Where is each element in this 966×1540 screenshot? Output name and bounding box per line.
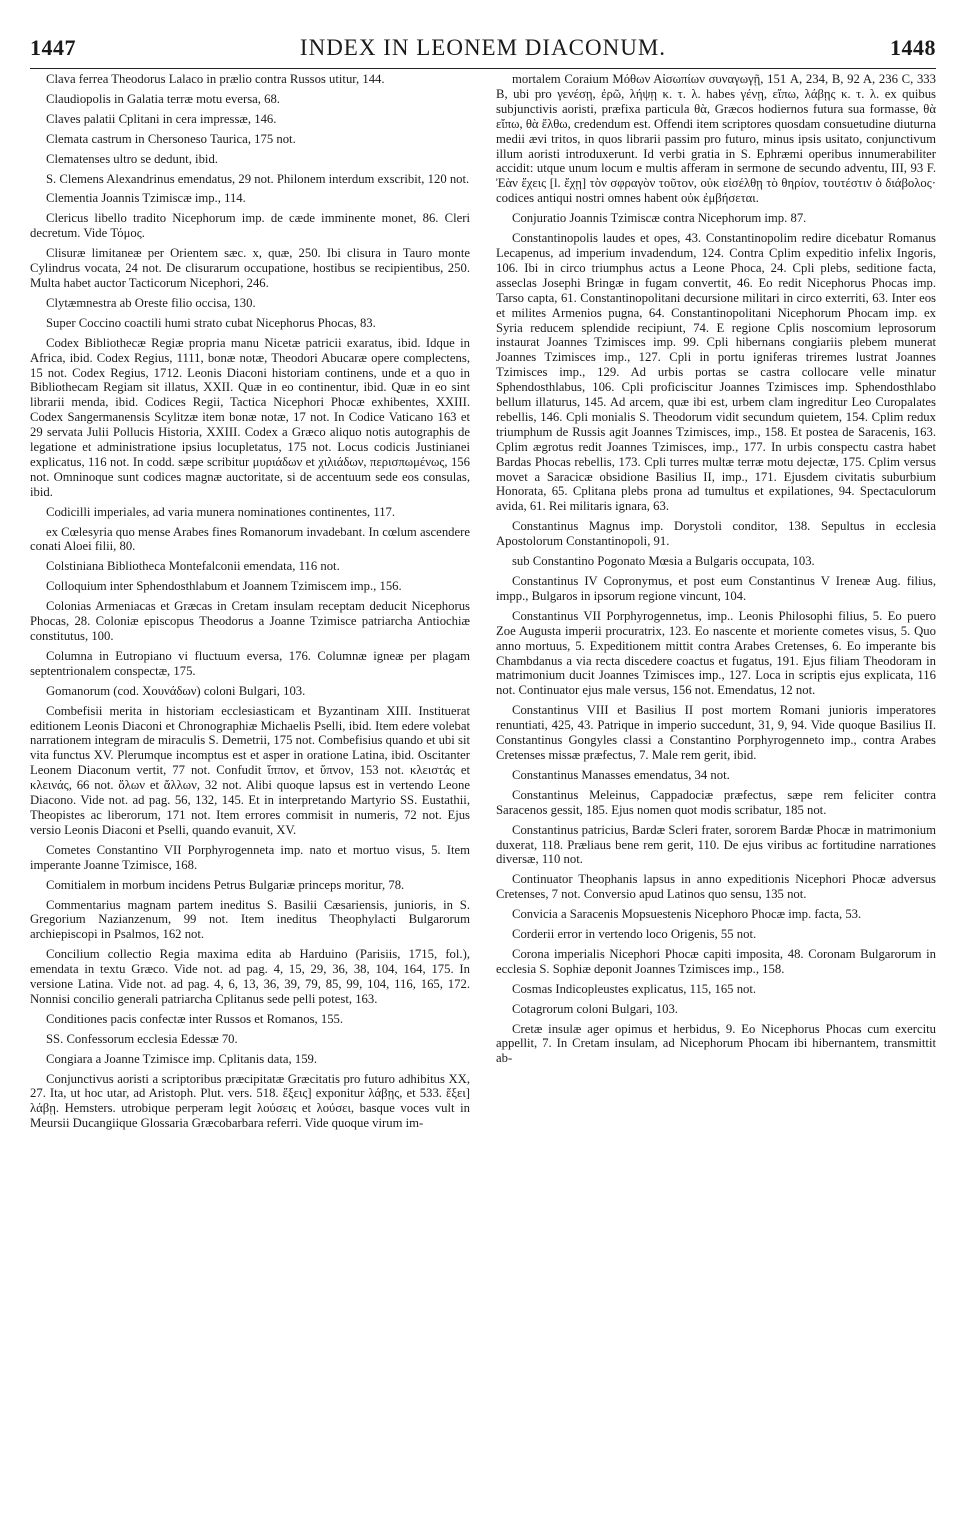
index-entry: S. Clemens Alexandrinus emendatus, 29 not. Philonem interdum exscribit, 120 not. [46, 171, 470, 186]
index-entry: Colonias Armeniacas et Græcas in Cretam insulam receptam deducit Nicephorus Phocas, 28. Coloniæ episcopus Theodorus a Joanne Tzimisce patriarcha Antiochiæ constitutus, 100. [30, 599, 470, 643]
index-entry: Commentarius magnam partem ineditus S. Basilii Cæsariensis, junioris, in S. Gregorium Nazianzenum, 99 not. Item ineditus Theophylacti Bulgarorum archiepiscopi in Psalmos, 162 not. [30, 897, 470, 942]
index-entry: Cretæ insulæ ager opimus et herbidus, 9. Eo Nicephorus Phocas cum exercitu appellit, 7. In Cretam insulam, ad Nicephorum Phocam ibi hibernantem, transmittit ab- [496, 1021, 936, 1066]
index-entry: Conditiones pacis confectæ inter Russos et Romanos, 155. [46, 1011, 344, 1026]
index-entry: Conjuratio Joannis Tzimiscæ contra Nicephorum imp. 87. [512, 211, 807, 226]
index-entry: Gomanorum (cod. Χουνάδων) coloni Bulgari, 103. [46, 683, 306, 698]
index-entry: Codicilli imperiales, ad varia munera nominationes continentes, 117. [46, 504, 396, 519]
right-page-number: 1448 [889, 35, 936, 60]
index-entry: Clementia Joannis Tzimiscæ imp., 114. [46, 191, 246, 206]
index-entry: Constantinus Magnus imp. Dorystoli conditor, 138. Sepultus in ecclesia Apostolorum Constantinopoli, 91. [496, 519, 936, 549]
page-header [30, 28, 936, 69]
index-entry: Super Coccino coactili humi strato cubat Nicephorus Phocas, 83. [46, 315, 376, 330]
index-entry: Corderii error in vertendo loco Origenis, 55 not. [512, 927, 757, 942]
left-page-number: 1447 [30, 35, 76, 60]
index-entry: Conjunctivus aoristi a scriptoribus præcipitatæ Græcitatis pro futuro adhibitus XX, 27. Ita, ut hoc utar, ad Aristoph. Plut. vers. 518. ἕξεις] exponitur λάβῃς, et 533. ἕξει] λάβῃ. Hemsters. utrobique perperam legit λούσεις et λούσει, basque voces vult in Meursii Ducangiique Glossaria Græcobarbara referri. Vide quoque virum im- [30, 1071, 470, 1131]
index-entry: Constantinus patricius, Bardæ Scleri frater, sororem Bardæ Phocæ in matrimonium duxerat, 118. Præliaus bene rem gerit, 110. De ejus viribus ac fortitudine narrationes diversæ, 110 not. [496, 822, 936, 867]
index-entry: Combefisii merita in historiam ecclesiasticam et Byzantinam XIII. Instituerat editionem Leonis Diaconi et Chronographiæ Michaelis Pselli, ibid. Item edere volebat narrationem integram de miraculis S. Demetrii, 175 not. Combefisius quando et ubi sit vita functus XV. Plerumque incomptus est et asper in oratione Latina, ibid. Oscitanter Leonem Diaconum vertit, 77 not. Confudit ἵππον, et ὕπνον, 153 not. κλειστάς et κλεινάς, 66 not. ὅλων et ἄλλων, 32 not. Alibi quoque lapsus est in vertendo Leone Diacono. Vide not. ad pag. 56, 132, 145. Et in interpretando Martyrio SS. Eustathii, Theopistes ac liberorum, 171 not. Item errores commisit in numeris, 72 not. Ejus versio Leonis Diaconi et Pselli, quando evanuit, XV. [30, 703, 470, 837]
index-columns [30, 72, 936, 1534]
index-entry: Constantinus VII Porphyrogennetus, imp.. Leonis Philosophi filius, 5. Eo puero Zoe Augusta imperii procuratrix, 123. Eo nascente et moriente cometes visus, 5. Quo anno mortuus, 5. Expeditionem mittit contra Arabes Cretenses, 6. Eo imperante bis Chambdanus a via recta discedere coactus et fugatus, 191. Ejus filiam Theodoram in matrimonium ducit Joannes Tzimisces imp., 127. Loca in scriptis ejus explicata, 116 not. Continuator ejus male versus, 156 not. Emendatus, 12 not. [496, 608, 936, 698]
index-entry: Convicia a Saracenis Mopsuestenis Nicephoro Phocæ imp. facta, 53. [512, 907, 862, 922]
index-entry: Cosmas Indicopleustes explicatus, 115, 165 not. [512, 981, 757, 996]
index-entry: Columna in Eutropiano vi fluctuum eversa, 176. Columnæ igneæ per plagam septentrionalem conspectæ, 175. [30, 648, 470, 678]
index-entry: SS. Confessorum ecclesia Edessæ 70. [46, 1031, 238, 1046]
index-entry: Claves palatii Cplitani in cera impressæ, 146. [46, 111, 277, 126]
index-entry: Cotagrorum coloni Bulgari, 103. [512, 1001, 678, 1016]
index-entry: Concilium collectio Regia maxima edita ab Harduino (Parisiis, 1715, fol.), emendata in textu Græco. Vide not. ad pag. 4, 15, 29, 36, 38, 104, 164, 175. In versione Latina. Vide not. ad pag. 4, 6, 13, 36, 39, 79, 85, 99, 104, 116, 165, 172. Nonnisi concilio generali patriarcha Cplitanus sede pelli potest, 163. [30, 947, 470, 1006]
index-entry: Continuator Theophanis lapsus in anno expeditionis Nicephori Phocæ adversus Cretenses, 7 not. Conversio apud Latinos quo sensu, 135 not. [496, 872, 936, 902]
index-entry: Constantinus Manasses emendatus, 34 not. [512, 767, 730, 782]
index-entry: Colloquium inter Sphendosthlabum et Joannem Tzimiscem imp., 156. [46, 579, 402, 594]
index-entry: Constantinopolis laudes et opes, 43. Constantinopolim redire dicebatur Romanus Lecapenus, ad imperium invadendum, 124. Contra Cplim expeditio infelix Ingoris, 106. Ibi in circo triumphus actus a Leone Phoca, 24. Cpli plebs, seditione facta, asseclas Josephi Bringæ in fugam convertit, 46. Eo redit Nicephorus Phocas imp. Tarso capta, 61. Constantinopolitani decursione militari in circo exterriti, 63. Inter eos et milites Armenios pugna, 64. Constantinopolitani Nicephorum Phocam imp. ex Syria reducem splendide recipiunt, 74. E regione Cplis noscomium leprosorum instaurat Joannes Tzimisces imp. 99. Cpli hibernans congiariis plebem munerat Joannes Tzimisces imp., 127. Cpli in portu igniferas triremes lustrat Joannes Tzimisces imp., 129. Ad urbis portas se castra collocare velle minatur Sphendosthlabus, 106. Cpli proficiscitur Joannes Tzimisces imp. Sphendosthlabo bellum illaturus, 145. Ad arcem, quæ ibi est, urbem clam ingreditur Leo Curopalates rebellis, 146. Cpli monialis S. Theodorum vidit secundum quietem, 154. Cplim redux triumphum de Russis agit Joannes Tzimisces, imp., 158. Et postea de Saracenis, 163. Cplim ægrotus redit Joannes Tzimisces, imp., 177. In urbis conspectu castra habet Bardas Phocas rebellis, 173. Cpli turres multæ terræ motu dejectæ, 175. Cplim versus movet a Saracicæ obsidione Basilius II, imp., 171. Ejusdem civitatis suburbium Honorata, 65. Cplitana plebs prona ad tumultus et expilationes, 94. Spectaculorum avida, 61. Rei militaris ignara, 63. [496, 231, 936, 514]
index-entry: Constantinus IV Copronymus, et post eum Constantinus V Ireneæ Aug. filius, impp., Bulgaros in ipsorum regione vincunt, 104. [496, 574, 936, 603]
index-entry: sub Constantino Pogonato Mœsia a Bulgaris occupata, 103. [512, 554, 815, 569]
index-entry: Clava ferrea Theodorus Lalaco in prælio contra Russos utitur, 144. [46, 72, 385, 86]
right-column [496, 72, 936, 1534]
index-entry: Clisuræ limitaneæ per Orientem sæc. x, quæ, 250. Ibi clisura in Tauro monte Cylindrus vocata, 24 not. De clisurarum occupatione, hostibus se recipientibus, 250. Multa habet auctor Tacticorum Nicephori, 246. [30, 246, 470, 290]
index-entry: Clematenses ultro se dedunt, ibid. [46, 151, 218, 166]
index-entry: Comitialem in morbum incidens Petrus Bulgariæ princeps moritur, 78. [46, 877, 405, 892]
index-entry: Constantinus Meleinus, Cappadociæ præfectus, sæpe rem feliciter contra Saracenos gessit, 185. Ejus nomen quot modis scribatur, 185 not. [496, 787, 936, 817]
index-entry: Constantinus VIII et Basilius II post mortem Romani junioris imperatores renuntiati, 425, 43. Patrique in imperio succedunt, 31, 9, 94. Vide quoque Basilius II. Constantinus Gongyles classi a Constantino Porphyrogenneto imp., contra Arabes Cretenses missæ præfectus, 7. Male rem gerit, ibid. [496, 703, 936, 762]
index-entry: Congiara a Joanne Tzimisce imp. Cplitanis data, 159. [46, 1051, 318, 1066]
index-entry: Colstiniana Bibliotheca Montefalconii emendata, 116 not. [46, 559, 340, 574]
index-entry: Clemata castrum in Chersoneso Taurica, 175 not. [46, 131, 296, 146]
index-entry: mortalem Coraium Μόθων Αἰσωπίων συναγωγῇ, 151 A, 234, B, 92 A, 236 C, 333 B, ubi pro γενέσῃ, ἐρῶ, λήψῃ κ. τ. λ. habes γένῃ, εἴπω, λάβῃς κ. τ. λ. ex quibus subjunctivis aoristi, præfixa particula θὰ, Græcos hodiernos futura sua formasse, θὰ εἴπω, θὰ ἔλθω, credendum est. Offendi item scriptores quosdam consuetudine diuturna medii ævi tritos, in quos librarii passim pro futuro, minus ipsis usitato, conjunctivum illum aoristi introduxerunt. Id verbi gratia in S. Ephræmi operibus innumerabiliter accidit: utque unum locum e multis afferam in sermone de secundo adventu, III, 93 F. Ἐὰν ἔχεις [l. ἔχῃ] τὸν σφραγὸν τοῦτον, οὐκ εἰσέλθῃ τὸ θηρίον, τουτέστιν ὁ διάβολος· codices antiqui nostri omnes habent οὐκ ἐμβήσεται. [496, 72, 936, 206]
page-title: INDEX IN LEONEM DIACONUM. [299, 35, 667, 60]
index-entry: Codex Bibliothecæ Regiæ propria manu Nicetæ patricii exaratus, ibid. Idque in Africa, ibid. Codex Regius, 1111, bonæ notæ, Theodori Abucaræ opere complectens, 15 not. Codex Regius, 1712. Leonis Diaconi historiam continens, unde et a quo in Bibliothecam Regiam sit illatus, XXII. Quæ in eo continentur, ibid. Quæ in eo sint librarii menda, ibid. Codices Regii, Tactica Nicephori Phocæ exhibentes, XXIII. Codex Sangermanensis Scylitzæ item bonæ notæ, 17 not. In Codice Vaticano 163 et 29 servata Julii Pollucis Historia, XXIII. Codex a Græco aliquo notis autographis de legatione et administratione ipsius locupletatus, 175 not. Locus codicis Justinianei explicatus, 116 not. In codd. sæpe scribitur μυριάδων et χιλιάδων, περισπωμένως, 156 not. Omninoque sunt codices magnæ auctoritate, si de accentuum sede eos consulas, ibid. [30, 335, 470, 499]
index-entry: Claudiopolis in Galatia terræ motu eversa, 68. [46, 91, 280, 106]
index-entry: Corona imperialis Nicephori Phocæ capiti imposita, 48. Coronam Bulgarorum in ecclesia S. Sophiæ deponit Joannes Tzimisces imp., 158. [496, 946, 936, 976]
index-entry: Cometes Constantino VII Porphyrogenneta imp. nato et mortuo visus, 5. Item imperante Joanne Tzimisce, 168. [30, 842, 470, 872]
index-entry: ex Cœlesyria quo mense Arabes fines Romanorum invadebant. In cœlum ascendere conati Aloei filii, 80. [30, 524, 470, 554]
left-column [30, 72, 470, 1534]
index-entry: Clericus libello tradito Nicephorum imp. de cæde imminente monet, 86. Cleri decretum. Vide Τόμος. [30, 211, 470, 241]
index-entry: Clytæmnestra ab Oreste filio occisa, 130. [46, 295, 256, 310]
